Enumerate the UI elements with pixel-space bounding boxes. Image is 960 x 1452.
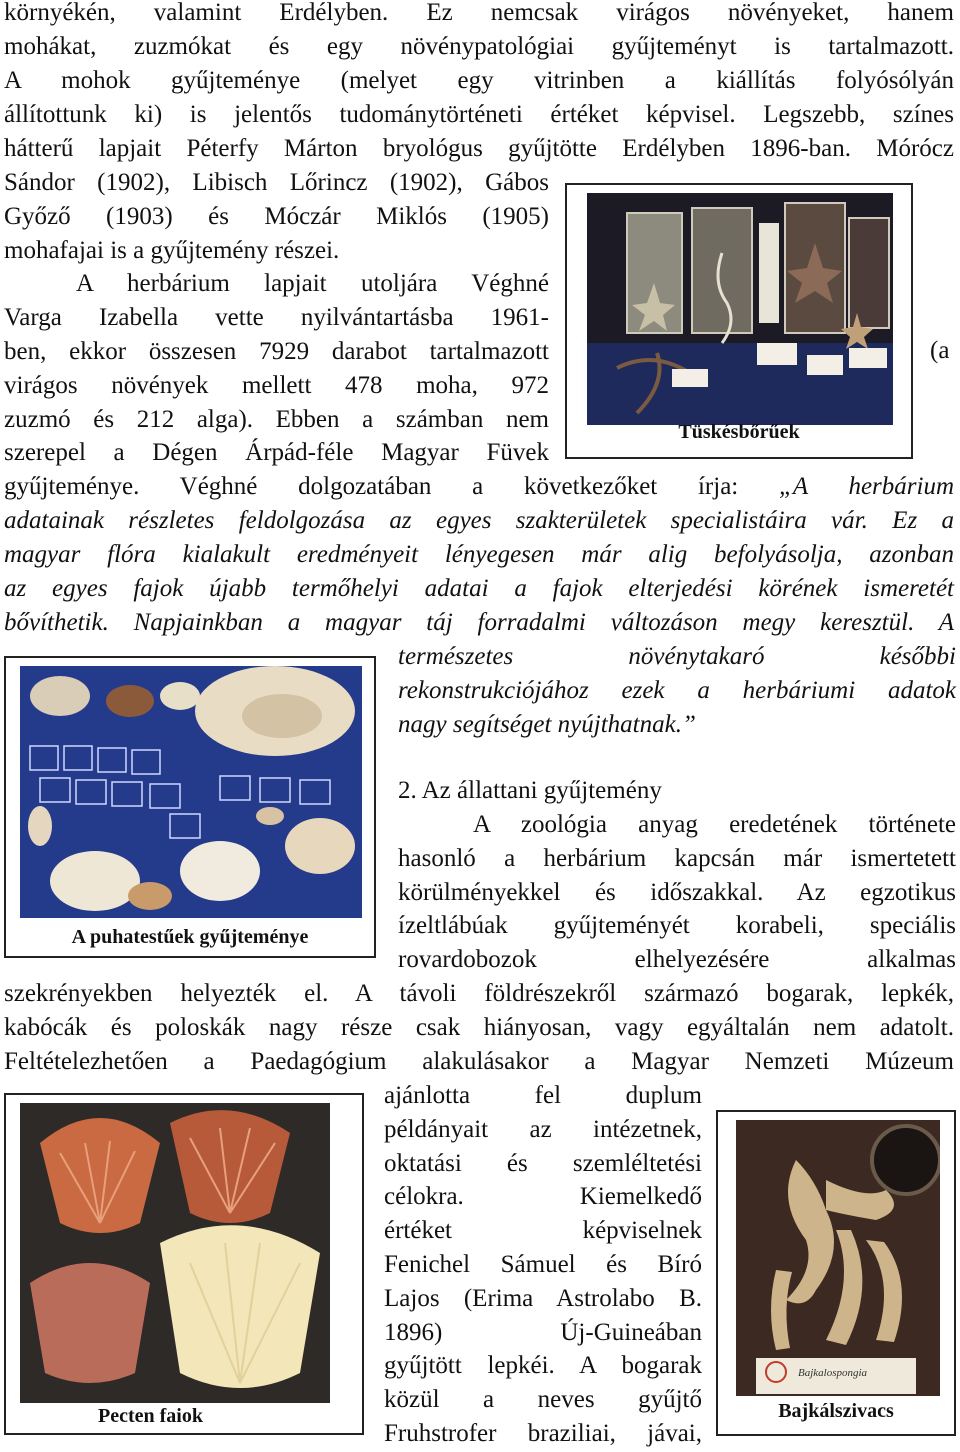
text-line: Sándor (1902), Libisch Lőrincz (1902), Gábos [4,169,549,196]
text-line: Varga Izabella vette nyilvántartásba 1961- [4,304,549,332]
text-line: Lajos (Erima Astrolabo B. [384,1284,702,1312]
starfish-photo [587,193,893,425]
text-line: mohafajai is a gyűjtemény részei. [4,236,340,264]
quote-start: „A herbárium [778,473,954,500]
text-line: környékén, valamint Erdélyben. Ez nemcsak virágos növényeket, hanem [4,0,954,26]
section-heading: 2. Az állattani gyűjtemény [398,777,662,804]
figure-caption: Bajkálszivacs [778,1400,894,1422]
text-line: Feltételezhetően a Paedagógium alakulásakor a Magyar Nemzeti Múzeum [4,1048,954,1075]
text-line: ben, ekkor összesen 7929 darabot tartalmazott [4,337,549,365]
text-line: rovardobozok elhelyezésére alkalmas [398,946,956,974]
text-line: kabócák és poloskák nagy része csak hiányosan, vagy egyáltalán nem adatolt. [4,1014,954,1041]
text-line: rekonstrukciójához ezek a herbáriumi adatok [398,676,956,704]
text-line: oktatási és szemléltetési [384,1149,702,1177]
text-line: 1896) Új-Guineában [384,1318,702,1346]
text-line: bővíthetik. Napjainkban a magyar táj forradalmi változáson megy keresztül. A [4,609,954,636]
text-line: adatainak részletes feldolgozása az egyes szakterületek specialistáira vár. Ez a [4,507,954,534]
text-line: szekrényekben helyezték el. A távoli földrészekről származó bogarak, lepkék, [4,980,954,1007]
text-line: A herbárium lapjait utoljára Véghné [76,270,549,298]
text-line: állítottunk ki) is jelentős tudománytörténeti értéket képvisel. Legszebb, színes [4,101,954,128]
text-line: nagy segítséget nyújthatnak.” [398,710,696,738]
quote-right [398,640,956,741]
text-line: ajánlotta fel duplum [384,1082,702,1109]
text-line [4,470,954,504]
text-line: zuzmó és 212 alga). Ebben a számban nem [4,405,549,433]
text-line: gyűjtött lepkéi. A bogarak [384,1352,702,1380]
text-line: Fenichel Sámuel és Bíró [384,1250,702,1278]
pecten-photo [20,1103,330,1403]
text-span: gyűjteménye. Véghné dolgozatában a következőket írja: [4,473,779,500]
text-line: közül a neves gyűjtő [384,1386,702,1414]
text-line: hátterű lapjait Péterfy Márton bryológus gyűjtötte Erdélyben 1896-ban. Mórócz [4,135,954,162]
paragraph-left-1 [4,166,549,470]
figure-sponge [716,1110,956,1436]
paren-text: (a [930,337,950,364]
figure-pecten [4,1093,364,1435]
sponge-label-art: Bajkalospongia [798,1367,868,1379]
text-line: Fruhstrofer braziliai, jávai, [384,1419,702,1447]
figure-shells [4,656,376,958]
text-line: mohákat, zuzmókat és egy növénypatológiai gyűjteményt is tartalmazott. [4,33,954,60]
text-line: Győző (1903) és Móczár Miklós (1905) [4,202,549,230]
figure-caption: A puhatestűek gyűjteménye [71,926,309,948]
sponge-photo [736,1120,940,1396]
text-line: célokra. Kiemelkedő [384,1183,702,1211]
figure-caption: Tüskésbőrűek [678,421,800,443]
shells-photo [20,666,362,918]
text-line: értéket képviselnek [384,1217,702,1245]
text-line: példányait az intézetnek, [384,1115,702,1143]
figure-caption: Pecten faiok [98,1405,203,1427]
text-line: A mohok gyűjteménye (melyet egy vitrinben a kiállítás folyósólyán [4,67,954,94]
text-line: az egyes fajok újabb termőhelyi adatai a fajok elterjedési körének ismeretét [4,575,954,602]
text-line: körülményekkel és időszakkal. Az egzotikus [398,878,956,906]
text-line: hasonló a herbárium kapcsán már ismertetett [398,844,956,872]
paragraph-right-2 [398,808,956,977]
text-line: természetes növénytakaró későbbi [398,643,956,670]
text-line: A zoológia anyag eredetének története [473,811,956,838]
text-line: virágos növények mellett 478 moha, 972 [4,371,549,399]
text-line: ízeltlábúak gyűjteményét korabeli, speciális [398,912,956,940]
paragraph-middle-3 [384,1079,702,1451]
text-line: magyar flóra kialakult eredményeit lényegesen már alig befolyásolja, azonban [4,541,954,568]
figure-starfish [565,183,913,459]
text-line: szerepel a Dégen Árpád-féle Magyar Füvek [4,439,549,467]
